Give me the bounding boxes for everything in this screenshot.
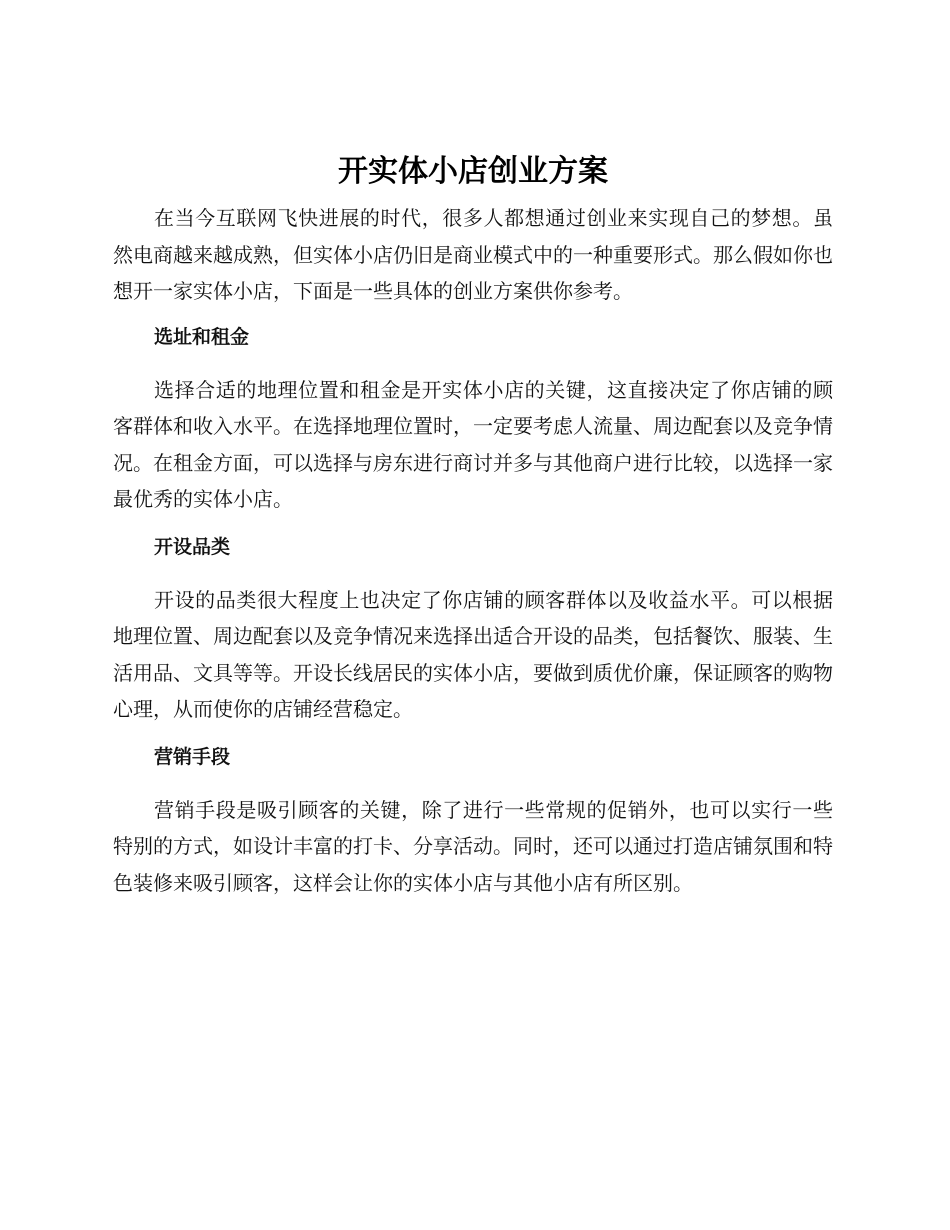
section-heading-location-rent: 选址和租金: [154, 325, 250, 348]
section-heading-marketing: 营销手段: [154, 745, 231, 768]
section-body-location-rent: 选择合适的地理位置和租金是开实体小店的关键，这直接决定了你店铺的顾客群体和收入水平。在选择地理位置时，一定要考虑人流量、周边配套以及竞争情况。在租金方面，可以选择与房东进行商讨并多与其他商户进行比较，以选择一家最优秀的实体小店。: [113, 377, 833, 511]
section-body-marketing: 营销手段是吸引顾客的关键，除了进行一些常规的促销外，也可以实行一些特别的方式，如设计丰富的打卡、分享活动。同时，还可以通过打造店铺氛围和特色装修来吸引顾客，这样会让你的实体小店与其他小店有所区别。: [113, 797, 833, 895]
section-body-categories: 开设的品类很大程度上也决定了你店铺的顾客群体以及收益水平。可以根据地理位置、周边配套以及竞争情况来选择出适合开设的品类，包括餐饮、服装、生活用品、文具等等。开设长线居民的实体小店，要做到质优价廉，保证顾客的购物心理，从而使你的店铺经营稳定。: [113, 587, 833, 721]
intro-paragraph: 在当今互联网飞快进展的时代，很多人都想通过创业来实现自己的梦想。虽然电商越来越成熟，但实体小店仍旧是商业模式中的一种重要形式。那么假如你也想开一家实体小店，下面是一些具体的创业方案供你参考。: [113, 206, 833, 303]
section-heading-categories: 开设品类: [154, 535, 231, 558]
document-page: [113, 150, 833, 901]
document-title: 开实体小店创业方案: [338, 154, 608, 189]
